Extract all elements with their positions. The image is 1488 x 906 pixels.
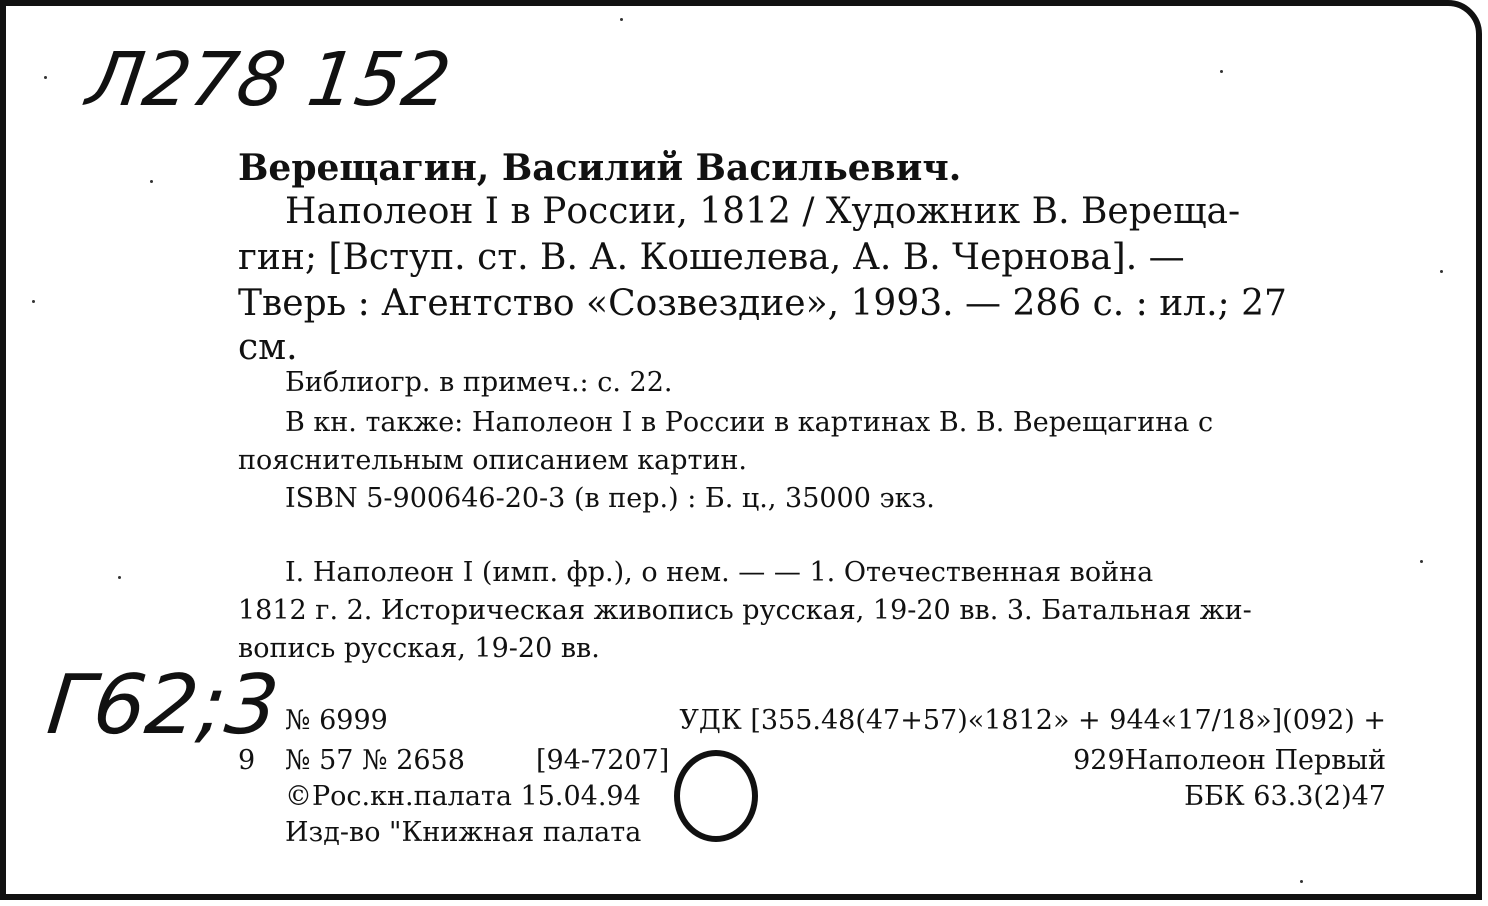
udk-code: УДК [355.48(47+57)«1812» + 944«17/18»](092) +: [679, 705, 1386, 736]
card-prefix: 9: [238, 745, 256, 776]
author-heading: Верещагин, Василий Васильевич.: [238, 147, 962, 189]
scan-speck: [1420, 560, 1423, 563]
card-punch-hole: [674, 750, 758, 842]
handwritten-call-number-top: Л278 152: [81, 37, 456, 123]
title-line-3: Тверь : Агентство «Созвездие», 1993. — 286 с. : ил.; 27: [238, 283, 1287, 324]
publisher-line: Изд-во "Книжная палата: [285, 817, 642, 848]
title-line-2: гин; [Вступ. ст. В. А. Кошелева, А. В. Чернова]. —: [238, 237, 1185, 278]
scan-speck: [150, 180, 153, 183]
subjects-line-3: вопись русская, 19-20 вв.: [238, 633, 600, 664]
scan-speck: [32, 300, 35, 303]
note-contents-line-2: пояснительным описанием картин.: [238, 445, 748, 476]
scan-speck: [1220, 70, 1223, 73]
scan-speck: [118, 576, 121, 579]
scan-speck: [620, 18, 623, 21]
scan-speck: [44, 76, 47, 79]
book-chamber-stamp: ©Рос.кн.палата 15.04.94: [285, 781, 641, 812]
title-line-1: Наполеон I в России, 1812 / Художник В. Верещa-: [285, 191, 1241, 232]
subjects-line-1: I. Наполеон I (имп. фр.), о нем. — — 1. Отечественная война: [285, 557, 1154, 588]
subjects-line-2: 1812 г. 2. Историческая живопись русская, 19-20 вв. 3. Батальная жи-: [238, 595, 1252, 626]
record-number: № 6999: [285, 705, 388, 736]
order-code: [94-7207]: [536, 745, 670, 776]
udk-continuation: 929Наполеон Первый: [1073, 745, 1386, 776]
bbk-code: ББК 63.3(2)47: [1184, 781, 1386, 812]
scan-speck: [1300, 880, 1303, 883]
scan-speck: [1440, 270, 1443, 273]
isbn-line: ISBN 5-900646-20-3 (в пер.) : Б. ц., 35000 экз.: [285, 483, 935, 514]
handwritten-call-number-bottom: Г62;3: [43, 658, 283, 753]
title-line-4: см.: [238, 327, 298, 368]
note-bibliography: Библиогр. в примеч.: с. 22.: [285, 367, 673, 398]
note-contents-line-1: В кн. также: Наполеон I в России в картинах В. В. Верещагина с: [285, 407, 1214, 438]
registration-numbers: № 57 № 2658: [285, 745, 465, 776]
